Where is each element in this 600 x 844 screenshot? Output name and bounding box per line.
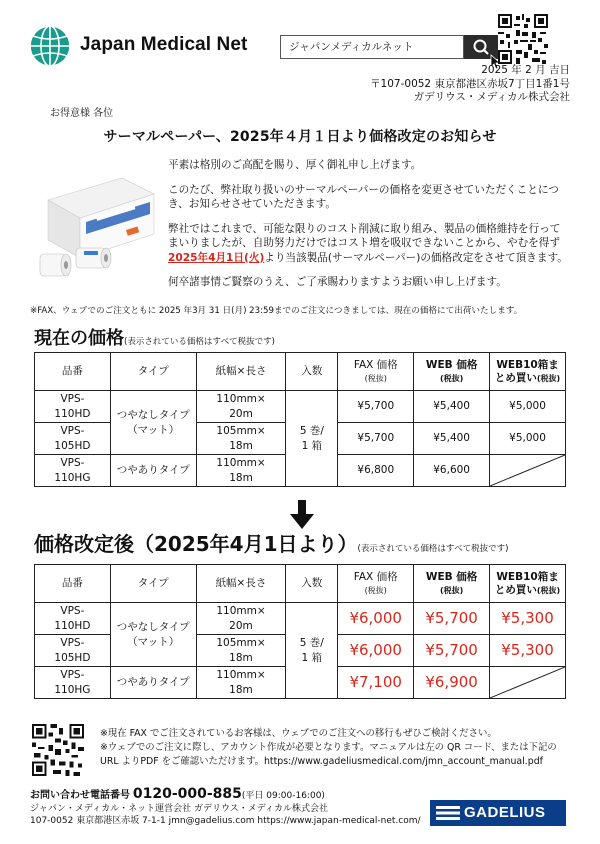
qty-line-2: 1 箱 bbox=[301, 651, 323, 664]
code-suffix: 105HD bbox=[54, 439, 91, 452]
search-input[interactable]: ジャパンメディカルネット bbox=[280, 35, 464, 59]
globe-logo-icon bbox=[28, 24, 72, 68]
size-width: 105mm× bbox=[216, 636, 266, 649]
col-header-web bbox=[414, 565, 490, 603]
pack-qty bbox=[286, 603, 338, 699]
logo-text[interactable]: Japan Medical Net bbox=[80, 34, 248, 55]
effective-date-highlight: 2025年4月1日(火) bbox=[168, 251, 265, 264]
product-type: つやありタイプ bbox=[110, 667, 196, 699]
web-label: WEB 価格 bbox=[425, 570, 478, 583]
footer-notes bbox=[100, 727, 568, 769]
code-prefix: VPS- bbox=[60, 636, 85, 649]
product-size bbox=[196, 635, 286, 667]
type-sub: （マット） bbox=[127, 635, 180, 648]
product-code bbox=[35, 391, 111, 423]
web10-price: ¥5,000 bbox=[490, 423, 566, 455]
fax-label: FAX 価格 bbox=[353, 570, 398, 583]
web-price: ¥5,400 bbox=[414, 423, 490, 455]
diagonal-slash bbox=[490, 667, 565, 698]
web10-label-2 bbox=[490, 372, 565, 385]
web-price: ¥5,400 bbox=[414, 391, 490, 423]
product-code bbox=[35, 667, 111, 699]
new-price-table bbox=[34, 564, 566, 699]
col-header-qty: 入数 bbox=[286, 565, 338, 603]
table-header-row bbox=[35, 353, 566, 391]
table-row bbox=[35, 391, 566, 423]
body-paragraph: このたび、弊社取り扱いのサーマルペーパーの価格を変更させていただくことにつき、お知らせさせていただきます。 bbox=[168, 183, 559, 210]
fax-label: FAX 価格 bbox=[353, 358, 398, 371]
web-sub: (税抜) bbox=[439, 585, 464, 595]
fax-price-new: ¥6,000 bbox=[338, 635, 414, 667]
col-header-web10 bbox=[490, 565, 566, 603]
web10-price-new: ¥5,300 bbox=[490, 603, 566, 635]
col-header-code: 品番 bbox=[35, 353, 111, 391]
gadelius-mark-icon bbox=[436, 806, 460, 820]
col-header-type: タイプ bbox=[110, 353, 196, 391]
web10-price: ¥5,000 bbox=[490, 391, 566, 423]
web-price: ¥6,600 bbox=[414, 455, 490, 487]
phone-line bbox=[30, 788, 421, 803]
code-suffix: 110HD bbox=[54, 407, 91, 420]
col-header-size: 紙幅×長さ bbox=[196, 565, 286, 603]
account-manual-note: ※ウェブでのご注文に際し、アカウント作成が必要となります。マニュアルは左の QR コード、または下記の URL よりPDF をご確認いただけます。https://www.gadeliusmedical.com/jmn_account_manual.pdf bbox=[100, 742, 557, 767]
brand-name: GADELIUS bbox=[464, 804, 546, 821]
code-prefix: VPS- bbox=[60, 424, 85, 437]
not-applicable-cell bbox=[490, 667, 566, 699]
size-width: 105mm× bbox=[216, 424, 266, 437]
product-type: つやありタイプ bbox=[110, 455, 196, 487]
body-text-span: 弊社ではこれまで、可能な限りのコスト削減に取り組み、製品の価格維持を行ってまいりましたが、自助努力だけではコスト増を吸収できないことから、やむを得ず bbox=[168, 222, 561, 249]
col-header-web10 bbox=[490, 353, 566, 391]
size-length: 18m bbox=[229, 683, 253, 696]
body-paragraph: 平素は格別のご高配を賜り、厚く御礼申し上げます。 bbox=[168, 159, 422, 171]
web10-price-new: ¥5,300 bbox=[490, 635, 566, 667]
col-header-code: 品番 bbox=[35, 565, 111, 603]
date-address-block bbox=[370, 64, 570, 105]
code-suffix: 105HD bbox=[54, 651, 91, 664]
arrow-down-icon bbox=[289, 500, 315, 530]
size-length: 18m bbox=[229, 439, 253, 452]
fax-price-new: ¥6,000 bbox=[338, 603, 414, 635]
code-prefix: VPS- bbox=[60, 668, 85, 681]
web10-label-2-text: とめ買い bbox=[494, 583, 537, 596]
web-price-new: ¥5,700 bbox=[414, 603, 490, 635]
tel-number[interactable]: 0120-000-885 bbox=[132, 786, 242, 802]
not-applicable-cell bbox=[490, 455, 566, 487]
issue-date: 2025 年 2 月 吉日 bbox=[481, 64, 570, 76]
gadelius-logo bbox=[430, 800, 566, 826]
thermal-paper-product-image bbox=[30, 158, 160, 288]
pack-qty bbox=[286, 391, 338, 487]
web-sub: (税抜) bbox=[439, 373, 464, 383]
body-paragraph: 何卒諸事情ご賢察のうえ、ご了承賜わりますようお願い申し上げます。 bbox=[168, 276, 507, 288]
col-header-web bbox=[414, 353, 490, 391]
fax-price: ¥5,700 bbox=[338, 423, 414, 455]
letter-body bbox=[168, 158, 568, 300]
size-length: 18m bbox=[229, 651, 253, 664]
table-row bbox=[35, 603, 566, 635]
tel-hours: (平日 09:00-16:00) bbox=[241, 791, 325, 801]
size-width: 110mm× bbox=[216, 456, 266, 469]
company-address: 〒107-0052 東京都港区赤坂7丁目1番1号 bbox=[370, 77, 570, 90]
tax-note: (表示されている価格はすべて税抜です) bbox=[124, 337, 275, 347]
col-header-size: 紙幅×長さ bbox=[196, 353, 286, 391]
body-paragraph bbox=[168, 222, 568, 266]
web10-sub: (税抜) bbox=[536, 585, 561, 595]
fax-migration-note: ※現在 FAX でご注文されているお客様は、ウェブでのご注文への移行もぜひご検討ください。 bbox=[100, 728, 497, 739]
size-width: 110mm× bbox=[216, 668, 266, 681]
qty-line-1: 5 巻/ bbox=[299, 424, 324, 437]
col-header-fax bbox=[338, 353, 414, 391]
address-email-url-line: 107-0052 東京都港区赤坂 7-1-1 jmn@gadelius.com https://www.japan-medical-net.com/ bbox=[30, 816, 421, 826]
body-text-span: より当該製品(サーマルペーパー)の価格改定をさせて頂きます。 bbox=[264, 251, 568, 264]
product-code bbox=[35, 455, 111, 487]
product-size bbox=[196, 423, 286, 455]
new-price-heading bbox=[34, 528, 508, 557]
product-code bbox=[35, 603, 111, 635]
tax-note: (表示されている価格はすべて税抜です) bbox=[357, 544, 509, 554]
product-type bbox=[110, 603, 196, 667]
company-name: ガデリウス・メディカル株式会社 bbox=[413, 91, 570, 103]
web10-label-1: WEB10箱ま bbox=[496, 358, 559, 371]
web10-sub: (税抜) bbox=[536, 373, 561, 383]
qty-line-2: 1 箱 bbox=[301, 439, 323, 452]
code-suffix: 110HD bbox=[54, 619, 91, 632]
product-code bbox=[35, 635, 111, 667]
fax-sub: (税抜) bbox=[364, 373, 387, 383]
product-code bbox=[35, 423, 111, 455]
product-size bbox=[196, 455, 286, 487]
type-label: つやなしタイプ bbox=[116, 620, 190, 633]
size-length: 20m bbox=[229, 407, 253, 420]
web10-label-2-text: とめ買い bbox=[494, 371, 537, 384]
size-length: 18m bbox=[229, 471, 253, 484]
tel-label: お問い合わせ電話番号 bbox=[30, 790, 130, 801]
product-size bbox=[196, 603, 286, 635]
web-price-new: ¥5,700 bbox=[414, 635, 490, 667]
fax-price-new: ¥7,100 bbox=[338, 667, 414, 699]
col-header-qty: 入数 bbox=[286, 353, 338, 391]
code-prefix: VPS- bbox=[60, 392, 85, 405]
web10-label-2 bbox=[490, 584, 565, 597]
type-sub: （マット） bbox=[127, 423, 180, 436]
code-suffix: 110HG bbox=[54, 683, 91, 696]
contact-block bbox=[30, 788, 421, 828]
col-header-fax bbox=[338, 565, 414, 603]
current-price-table bbox=[34, 352, 566, 487]
order-deadline-notice: ※FAX、ウェブでのご注文ともに 2025 年3月 31 日(月) 23:59までのご注文につきましては、現在の価格にて出荷いたします。 bbox=[30, 306, 523, 316]
current-price-title: 現在の価格 bbox=[34, 328, 124, 349]
size-width: 110mm× bbox=[216, 392, 266, 405]
fax-price: ¥5,700 bbox=[338, 391, 414, 423]
product-type bbox=[110, 391, 196, 455]
code-prefix: VPS- bbox=[60, 604, 85, 617]
size-length: 20m bbox=[229, 619, 253, 632]
manual-qr-code-icon[interactable] bbox=[32, 724, 84, 776]
type-label: つやなしタイプ bbox=[116, 408, 190, 421]
code-prefix: VPS- bbox=[60, 456, 85, 469]
fax-price: ¥6,800 bbox=[338, 455, 414, 487]
web-label: WEB 価格 bbox=[425, 358, 478, 371]
qr-code-icon bbox=[498, 14, 548, 64]
code-suffix: 110HG bbox=[54, 471, 91, 484]
diagonal-slash bbox=[490, 455, 565, 486]
page-title: サーマルペーパー、2025年４月１日より価格改定のお知らせ bbox=[103, 129, 497, 145]
web10-label-1: WEB10箱ま bbox=[496, 570, 559, 583]
new-price-title: 価格改定後（2025年4月1日より） bbox=[34, 532, 358, 556]
salutation: お得意様 各位 bbox=[50, 108, 114, 119]
size-width: 110mm× bbox=[216, 604, 266, 617]
table-header-row bbox=[35, 565, 566, 603]
fax-sub: (税抜) bbox=[364, 585, 387, 595]
operator-line: ジャパン・メディカル・ネット運営会社 ガデリウス・メディカル株式会社 bbox=[30, 803, 328, 814]
col-header-type: タイプ bbox=[110, 565, 196, 603]
qty-line-1: 5 巻/ bbox=[299, 636, 324, 649]
product-size bbox=[196, 391, 286, 423]
product-size bbox=[196, 667, 286, 699]
web-price-new: ¥6,900 bbox=[414, 667, 490, 699]
current-price-heading bbox=[34, 324, 275, 350]
